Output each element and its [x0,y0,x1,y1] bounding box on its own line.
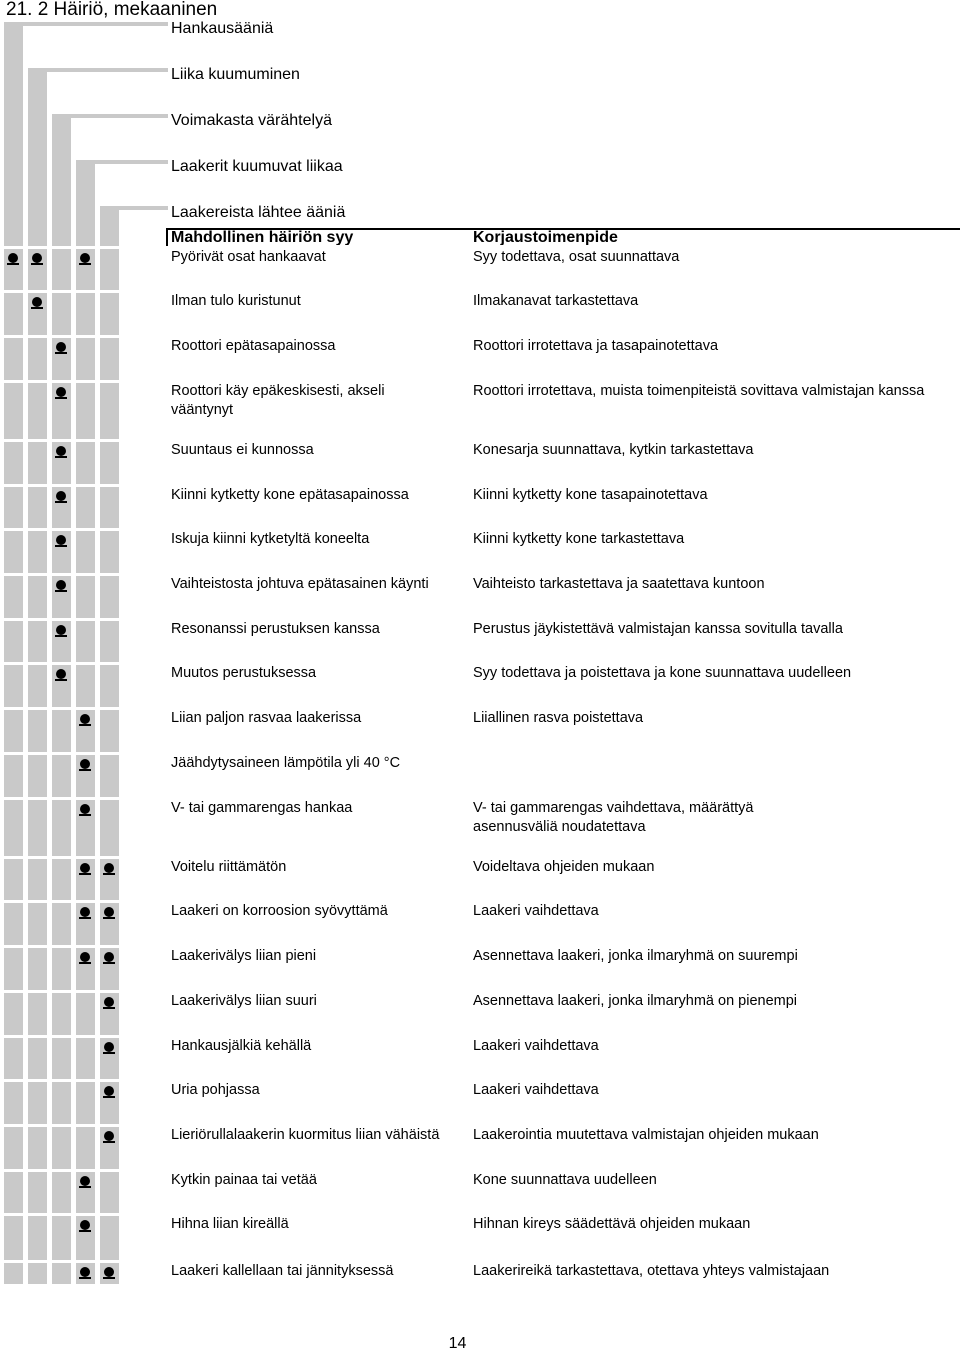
symptom-mark-base [55,352,67,354]
grid-row-gap [76,528,95,531]
cause-cell: Liian paljon rasvaa laakerissa [171,710,362,726]
grid-row-gap [76,752,95,755]
symptom-mark [56,342,66,352]
remedy-cell: Syy todettava ja poistettava ja kone suunnattava uudelleen [473,665,852,681]
symptom-mark-base [31,263,43,265]
cause-cell: Kytkin painaa tai vetää [171,1172,317,1188]
grid-row-gap [4,856,23,859]
grid-row-gap [52,246,71,249]
symptom-mark [80,952,90,962]
symptom-mark [80,907,90,917]
remedy-cell: Laakerointia muutettava valmistajan ohjeiden mukaan [473,1127,819,1143]
grid-row-gap [28,662,47,665]
symptom-mark-base [55,397,67,399]
grid-row-gap [52,1213,71,1216]
grid-row-gap [4,662,23,665]
symptom-header-bar [52,114,168,118]
grid-row-gap [4,573,23,576]
grid-row-gap [76,797,95,800]
grid-row-gap [28,618,47,621]
grid-row-gap [100,752,119,755]
symptom-mark [80,1220,90,1230]
grid-row-gap [100,380,119,383]
grid-row-gap [4,752,23,755]
cause-cell: Uria pohjassa [171,1082,260,1098]
grid-row-gap [28,1079,47,1082]
grid-row-gap [4,484,23,487]
symptom-label: Voimakasta värähtelyä [171,112,332,129]
remedy-cell: Kiinni kytketty kone tasapainotettava [473,487,708,503]
grid-row-gap [4,1079,23,1082]
grid-row-gap [76,290,95,293]
page-number: 14 [448,1335,467,1352]
symptom-header-bar [4,22,168,26]
grid-row-gap [28,1260,47,1263]
cause-cell: Pyörivät osat hankaavat [171,249,326,265]
grid-row-gap [76,335,95,338]
grid-row-gap [28,707,47,710]
cause-cell: Roottori käy epäkeskisesti, akseli vääntynyt [171,383,385,418]
symptom-mark-base [103,1096,115,1098]
cause-cell: Kiinni kytketty kone epätasapainossa [171,487,409,503]
symptom-mark-base [103,917,115,919]
remedy-cell: Laakeri vaihdettava [473,1082,599,1098]
grid-row-gap [28,290,47,293]
symptom-mark-base [55,545,67,547]
cause-cell: Jäähdytysaineen lämpötila yli 40 °C [171,755,401,771]
grid-row-gap [76,1213,95,1216]
cause-cell: Muutos perustuksessa [171,665,317,681]
grid-row-gap [52,1260,71,1263]
remedy-cell: Asennettava laakeri, jonka ilmaryhmä on pienempi [473,993,798,1009]
symptom-mark [32,297,42,307]
cause-cell: Lieriörullalaakerin kuormitus liian vähäistä [171,1127,440,1143]
cause-cell: Suuntaus ei kunnossa [171,442,314,458]
symptom-mark [104,952,114,962]
symptom-mark [56,625,66,635]
remedy-cell: Asennettava laakeri, jonka ilmaryhmä on suurempi [473,948,798,964]
symptom-mark-base [103,1007,115,1009]
grid-row-gap [52,797,71,800]
symptom-mark [104,1131,114,1141]
grid-row-gap [76,1260,95,1263]
grid-row-gap [52,1035,71,1038]
symptom-mark-base [103,873,115,875]
grid-row-gap [100,900,119,903]
symptom-mark [80,1176,90,1186]
remedy-cell: Laakeri vaihdettava [473,1038,599,1054]
symptom-mark [32,253,42,263]
grid-row-gap [100,1213,119,1216]
grid-row-gap [52,752,71,755]
grid-row-gap [76,707,95,710]
symptom-mark-base [79,814,91,816]
remedy-cell: Roottori irrotettava, muista toimenpiteistä sovittava valmistajan kanssa [473,383,925,399]
symptom-column-5 [100,210,119,1284]
grid-row-gap [4,1124,23,1127]
grid-row-gap [100,945,119,948]
grid-row-gap [28,246,47,249]
grid-row-gap [100,618,119,621]
symptom-mark [104,1086,114,1096]
grid-row-gap [100,573,119,576]
grid-row-gap [52,707,71,710]
remedy-cell: Voideltava ohjeiden mukaan [473,859,655,875]
grid-row-gap [52,335,71,338]
remedy-cell: Roottori irrotettava ja tasapainotettava [473,338,719,354]
grid-row-gap [52,662,71,665]
symptom-mark-base [55,456,67,458]
cause-cell: Roottori epätasapainossa [171,338,336,354]
cause-cell: Laakerivälys liian pieni [171,948,317,964]
grid-row-gap [4,246,23,249]
remedy-cell: Perustus jäykistettävä valmistajan kanssa sovitulla tavalla [473,621,843,637]
symptom-mark [56,669,66,679]
cause-cell: Laakerivälys liian suuri [171,993,317,1009]
grid-row-gap [4,439,23,442]
grid-row-gap [76,1169,95,1172]
symptom-mark-base [55,590,67,592]
grid-row-gap [4,1169,23,1172]
grid-row-gap [4,290,23,293]
grid-row-gap [28,335,47,338]
grid-row-gap [76,856,95,859]
cause-cell: Hihna liian kireällä [171,1216,289,1232]
grid-row-gap [52,900,71,903]
grid-row-gap [100,528,119,531]
remedy-cell: Hihnan kireys säädettävä ohjeiden mukaan [473,1216,751,1232]
remedy-cell: V- tai gammarengas vaihdettava, määrättyä asennusväliä noudatettava [473,800,754,835]
grid-row-gap [28,990,47,993]
symptom-mark [56,491,66,501]
grid-row-gap [4,1035,23,1038]
symptom-mark [104,997,114,1007]
symptom-mark-base [55,635,67,637]
grid-row-gap [28,797,47,800]
remedy-cell: Konesarja suunnattava, kytkin tarkastettava [473,442,754,458]
symptom-mark-base [103,1141,115,1143]
grid-row-gap [100,1169,119,1172]
remedy-cell: Syy todettava, osat suunnattava [473,249,680,265]
symptom-mark-base [79,1186,91,1188]
remedy-cell: Vaihteisto tarkastettava ja saatettava kuntoon [473,576,765,592]
symptom-mark [56,535,66,545]
remedy-cell: Liiallinen rasva poistettava [473,710,644,726]
cause-cell: Voitelu riittämätön [171,859,287,875]
grid-row-gap [52,1169,71,1172]
grid-row-gap [28,1124,47,1127]
grid-row-gap [100,1260,119,1263]
symptom-mark-base [79,263,91,265]
cause-cell: Vaihteistosta johtuva epätasainen käynti [171,576,429,592]
remedy-cell: Laakerireikä tarkastettava, otettava yhteys valmistajaan [473,1263,830,1279]
symptom-mark [80,863,90,873]
grid-row-gap [52,1124,71,1127]
grid-row-gap [52,573,71,576]
grid-row-gap [28,1169,47,1172]
header-left-rule [166,228,168,246]
grid-row-gap [28,484,47,487]
symptom-mark [104,1267,114,1277]
grid-row-gap [100,290,119,293]
symptom-mark [56,580,66,590]
symptom-mark-base [79,873,91,875]
symptom-mark-base [31,307,43,309]
grid-row-gap [52,856,71,859]
symptom-mark [80,253,90,263]
symptom-header-bar [100,206,168,210]
grid-row-gap [76,1124,95,1127]
remedy-cell: Kiinni kytketty kone tarkastettava [473,531,685,547]
cause-cell: Laakeri kallellaan tai jännityksessä [171,1263,394,1279]
symptom-label: Laakerit kuumuvat liikaa [171,158,343,175]
grid-row-gap [28,1213,47,1216]
grid-row-gap [76,618,95,621]
grid-row-gap [52,528,71,531]
symptom-column-1 [4,26,23,1284]
symptom-mark-base [55,501,67,503]
grid-row-gap [76,1079,95,1082]
grid-row-gap [76,1035,95,1038]
grid-row-gap [28,1035,47,1038]
grid-row-gap [4,990,23,993]
grid-row-gap [76,380,95,383]
symptom-header-bar [76,160,168,164]
symptom-mark [8,253,18,263]
grid-row-gap [4,1213,23,1216]
grid-row-gap [28,380,47,383]
grid-row-gap [100,662,119,665]
symptom-mark [56,446,66,456]
grid-row-gap [52,439,71,442]
grid-row-gap [4,1260,23,1263]
symptom-mark [80,1267,90,1277]
symptom-mark [56,387,66,397]
grid-row-gap [4,900,23,903]
grid-row-gap [28,752,47,755]
grid-row-gap [52,618,71,621]
cause-cell: Iskuja kiinni kytketyltä koneelta [171,531,370,547]
symptom-mark-base [79,1277,91,1279]
grid-row-gap [100,990,119,993]
grid-row-gap [100,707,119,710]
grid-row-gap [76,990,95,993]
grid-row-gap [28,945,47,948]
remedy-cell: Kone suunnattava uudelleen [473,1172,657,1188]
symptom-mark-base [103,1052,115,1054]
grid-row-gap [76,900,95,903]
grid-row-gap [76,662,95,665]
grid-row-gap [76,439,95,442]
grid-row-gap [100,246,119,249]
symptom-mark-base [55,679,67,681]
remedy-cell: Laakeri vaihdettava [473,903,599,919]
grid-row-gap [100,1079,119,1082]
grid-row-gap [28,900,47,903]
cause-cell: Ilman tulo kuristunut [171,293,301,309]
grid-row-gap [52,945,71,948]
symptom-mark-base [79,962,91,964]
grid-row-gap [52,990,71,993]
cause-cell: Hankausjälkiä kehällä [171,1038,312,1054]
grid-row-gap [100,1124,119,1127]
symptom-mark [104,1042,114,1052]
column-header-remedy: Korjaustoimenpide [473,229,618,245]
symptom-mark-base [79,769,91,771]
symptom-label: Liika kuumuminen [171,66,300,83]
grid-row-gap [76,945,95,948]
grid-row-gap [28,573,47,576]
symptom-mark-base [79,1230,91,1232]
grid-row-gap [100,1035,119,1038]
symptom-mark-base [7,263,19,265]
symptom-mark [104,907,114,917]
symptom-mark-base [79,917,91,919]
grid-row-gap [52,1079,71,1082]
symptom-mark-base [103,962,115,964]
symptom-label: Laakereista lähtee ääniä [171,204,346,221]
grid-row-gap [100,797,119,800]
grid-row-gap [4,797,23,800]
grid-row-gap [100,439,119,442]
cause-cell: V- tai gammarengas hankaa [171,800,353,816]
grid-row-gap [4,528,23,531]
grid-row-gap [28,856,47,859]
grid-row-gap [28,439,47,442]
grid-row-gap [76,246,95,249]
grid-row-gap [100,484,119,487]
symptom-mark [80,804,90,814]
remedy-cell: Ilmakanavat tarkastettava [473,293,639,309]
grid-row-gap [4,618,23,621]
symptom-mark-base [79,724,91,726]
symptom-label: Hankausääniä [171,20,274,37]
grid-row-gap [76,484,95,487]
grid-row-gap [52,380,71,383]
cause-cell: Resonanssi perustuksen kanssa [171,621,380,637]
cause-cell: Laakeri on korroosion syövyttämä [171,903,388,919]
symptom-mark [104,863,114,873]
grid-row-gap [76,573,95,576]
grid-row-gap [4,707,23,710]
symptom-mark-base [103,1277,115,1279]
section-title: 21. 2 Häiriö, mekaaninen [6,0,218,20]
symptom-header-bar [28,68,168,72]
grid-row-gap [4,380,23,383]
grid-row-gap [4,945,23,948]
symptom-mark [80,714,90,724]
column-header-cause: Mahdollinen häiriön syy [171,229,354,245]
grid-row-gap [100,856,119,859]
grid-row-gap [28,528,47,531]
grid-row-gap [52,484,71,487]
symptom-mark [80,759,90,769]
grid-row-gap [4,335,23,338]
grid-row-gap [100,335,119,338]
grid-row-gap [52,290,71,293]
